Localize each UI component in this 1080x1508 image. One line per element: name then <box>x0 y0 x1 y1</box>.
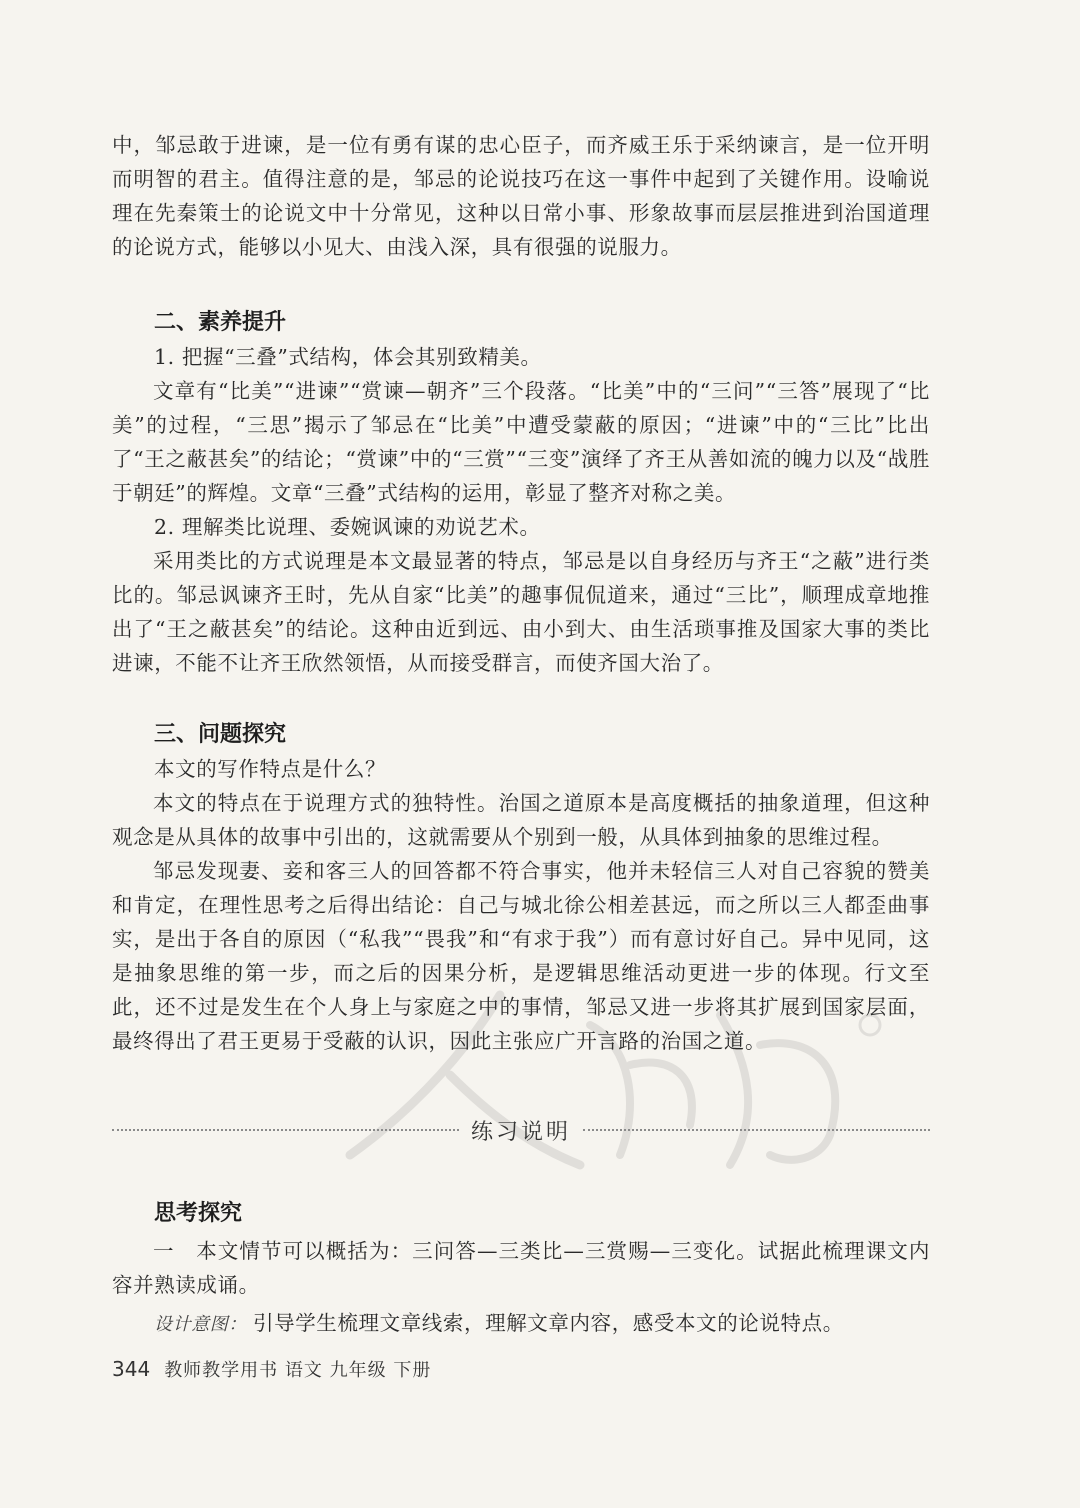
design-intent-label: 设计意图： <box>154 1314 247 1335</box>
divider-dotted-line-right <box>583 1129 930 1131</box>
exercise-section <box>112 1196 930 1342</box>
inquiry-paragraph-1: 本文的特点在于说理方式的独特性。治国之道原本是高度概括的抽象道理，但这种观念是从具体的故事中引出的，这就需要从个别到一般，从具体到抽象的思维过程。 <box>112 791 930 849</box>
page-number: 344 <box>112 1357 151 1381</box>
exercise-question-1: 一 本文情节可以概括为：三问答—三类比—三赏赐—三变化。试据此梳理课文内容并熟读成诵。 <box>112 1239 930 1297</box>
exercise-divider <box>112 1110 930 1150</box>
section-heading-literacy: 二、素养提升 <box>154 310 287 335</box>
literacy-paragraph-2: 采用类比的方式说理是本文最显著的特点，邹忌是以自身经历与齐王“之蔽”进行类比的。邹忌讽谏齐王时，先从自家“比美”的趣事侃侃道来，通过“三比”，顺理成章地推出了“王之蔽甚矣”的结论。这种由近到远、由小到大、由生活琐事推及国家大事的类比进谏，不能不让齐王欣然领悟，从而接受群言，而使齐国大治了。 <box>112 549 930 675</box>
design-intent <box>112 1306 930 1342</box>
exercise-heading: 思考探究 <box>154 1201 243 1226</box>
literacy-item-1: 1. 把握“三叠”式结构，体会其别致精美。 <box>154 345 542 369</box>
divider-title: 练习说明 <box>471 1119 572 1145</box>
section-heading-inquiry: 三、问题探究 <box>154 722 287 747</box>
intro-paragraph: 中，邹忌敢于进谏，是一位有勇有谋的忠心臣子，而齐威王乐于采纳谏言，是一位开明而明智的君主。值得注意的是，邹忌的论说技巧在这一事件中起到了关键作用。设喻说理在先秦策士的论说文中十分常见，这种以日常小事、形象故事而层层推进到治国道理的论说方式，能够以小见大、由浅入深，具有很强的说服力。 <box>112 133 930 259</box>
literacy-item-2: 2. 理解类比说理、委婉讽谏的劝说艺术。 <box>154 515 541 539</box>
book-title: 教师教学用书 语文 九年级 下册 <box>164 1360 432 1381</box>
inquiry-question: 本文的写作特点是什么？ <box>154 757 387 781</box>
divider-dotted-line-left <box>112 1129 459 1131</box>
inquiry-paragraph-2: 邹忌发现妻、妾和客三人的回答都不符合事实，他并未轻信三人对自己容貌的赞美和肯定，在理性思考之后得出结论：自己与城北徐公相差甚远，而之所以三人都歪曲事实，是出于各自的原因（“私我”“畏我”和“有求于我”）而有意讨好自己。异中见同，这是抽象思维的第一步，而之后的因果分析，是逻辑思维活动更进一步的体现。行文至此，还不过是发生在个人身上与家庭之中的事情，邹忌又进一步将其扩展到国家层面，最终得出了君王更易于受蔽的认识，因此主张应广开言路的治国之道。 <box>112 859 930 1053</box>
design-intent-text: 引导学生梳理文章线索，理解文章内容，感受本文的论说特点。 <box>253 1311 844 1335</box>
literacy-paragraph-1: 文章有“比美”“进谏”“赏谏—朝齐”三个段落。“比美”中的“三问”“三答”展现了“比美”的过程，“三思”揭示了邹忌在“比美”中遭受蒙蔽的原因；“进谏”中的“三比”比出了“王之蔽甚矣”的结论；“赏谏”中的“三赏”“三变”演绎了齐王从善如流的魄力以及“战胜于朝廷”的辉煌。文章“三叠”式结构的运用，彰显了整齐对称之美。 <box>112 379 930 505</box>
page-footer <box>112 1356 431 1382</box>
main-content <box>112 128 930 1058</box>
